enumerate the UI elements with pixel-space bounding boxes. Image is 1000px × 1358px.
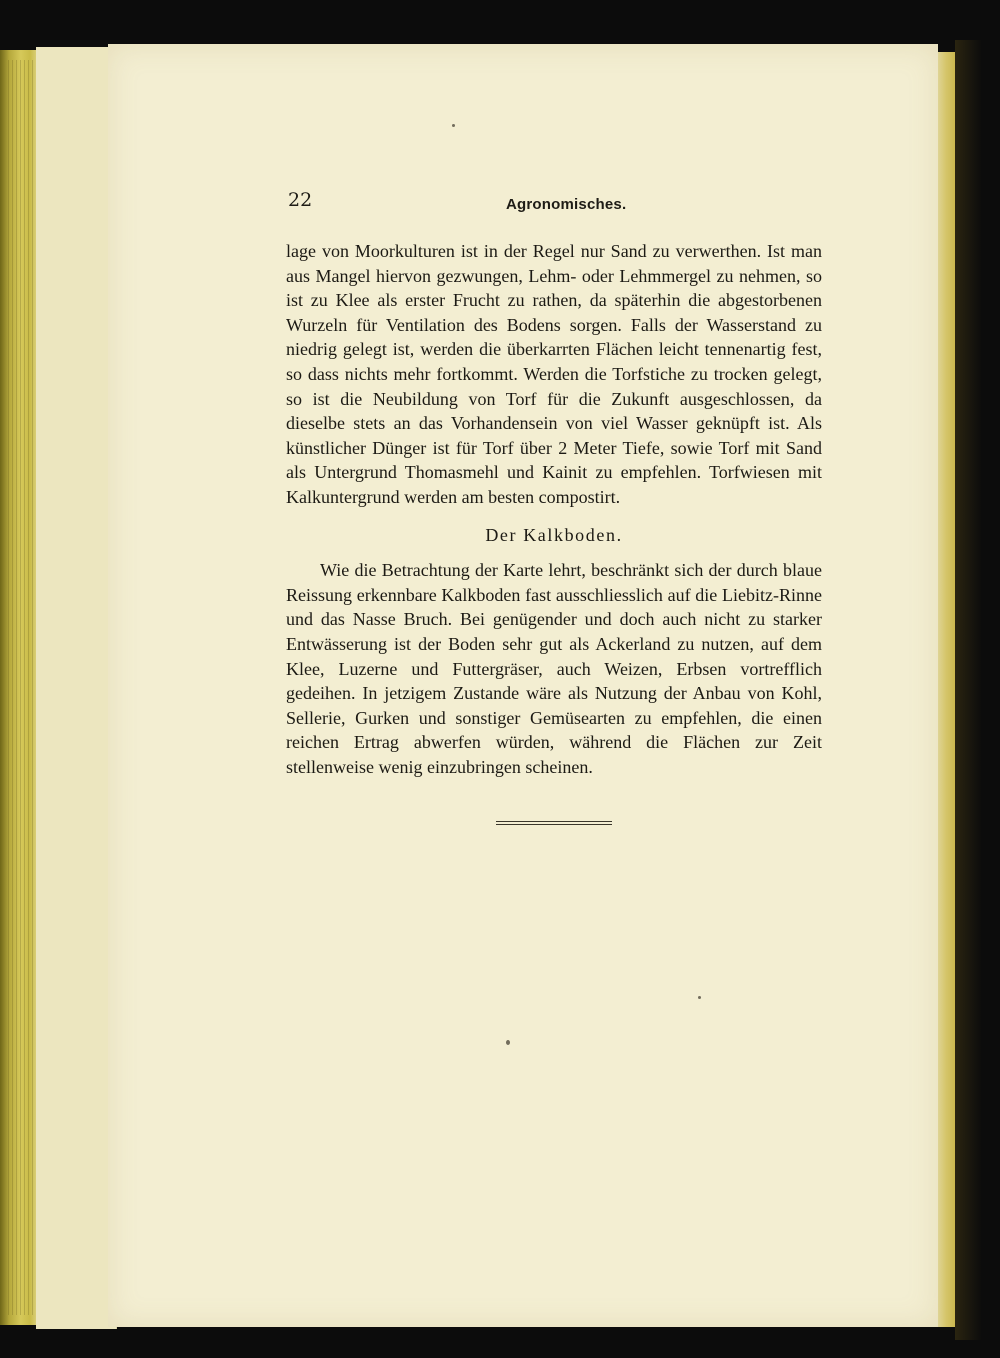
- page-stack-left: [36, 47, 117, 1329]
- closing-rule: [496, 821, 612, 825]
- body-text: [286, 239, 822, 825]
- section-heading: Der Kalkboden.: [485, 524, 623, 545]
- page-header: [286, 189, 936, 239]
- page-number: 22: [288, 189, 313, 211]
- paragraph-torf: lage von Moorkulturen ist in der Regel nur Sand zu verwerthen. Ist man aus Mangel hiervon gezwungen, Lehm- oder Lehmmergel zu nehmen, so ist zu Klee als erster Frucht zu rathen, da späterhin die abgestorbenen Wurzeln für Ventilation des Bodens sorgen. Falls der Wasserstand zu niedrig gelegt ist, werden die überkarrten Flächen leicht tennenartig fest, so dass nichts mehr fortkommt. Werden die Torfstiche zu trocken gelegt, so ist die Neubildung von Torf für die Zukunft ausgeschlossen, da dieselbe stets an das Vorhandensein von viel Wasser geknüpft ist. Als künstlicher Dünger ist für Torf über 2 Meter Tiefe, sowie Torf mit Sand als Untergrund Thomasmehl und Kainit zu empfehlen. Torfwiesen mit Kalkuntergrund werden am besten compostirt.: [286, 241, 822, 507]
- paper-speck: [452, 124, 455, 127]
- paper-speck: [506, 1040, 510, 1045]
- paper-speck: [698, 996, 701, 999]
- right-shadow: [955, 40, 1000, 1340]
- text-block: [286, 189, 936, 825]
- running-head: Agronomisches.: [506, 196, 627, 213]
- book-page: [108, 44, 938, 1327]
- paragraph-kalkboden: Wie die Betrachtung der Karte lehrt, beschränkt sich der durch blaue Reissung erkennbare Kalkboden fast ausschliesslich auf die Liebitz-Rinne und das Nasse Bruch. Bei genügender und doch auch nicht zu starker Entwässerung ist der Boden sehr gut als Ackerland zu nutzen, auf dem Klee, Luzerne und Futtergräser, auch Weizen, Erbsen vortrefflich gedeihen. In jetzigem Zustande wäre als Nutzung der Anbau von Kohl, Sellerie, Gurken und sonstiger Gemüsearten zu empfehlen, die einen reichen Ertrag abwerfen würden, während die Flächen zur Zeit stellenweise wenig einzubringen scheinen.: [286, 560, 822, 777]
- page-edge-lines: [8, 60, 38, 1315]
